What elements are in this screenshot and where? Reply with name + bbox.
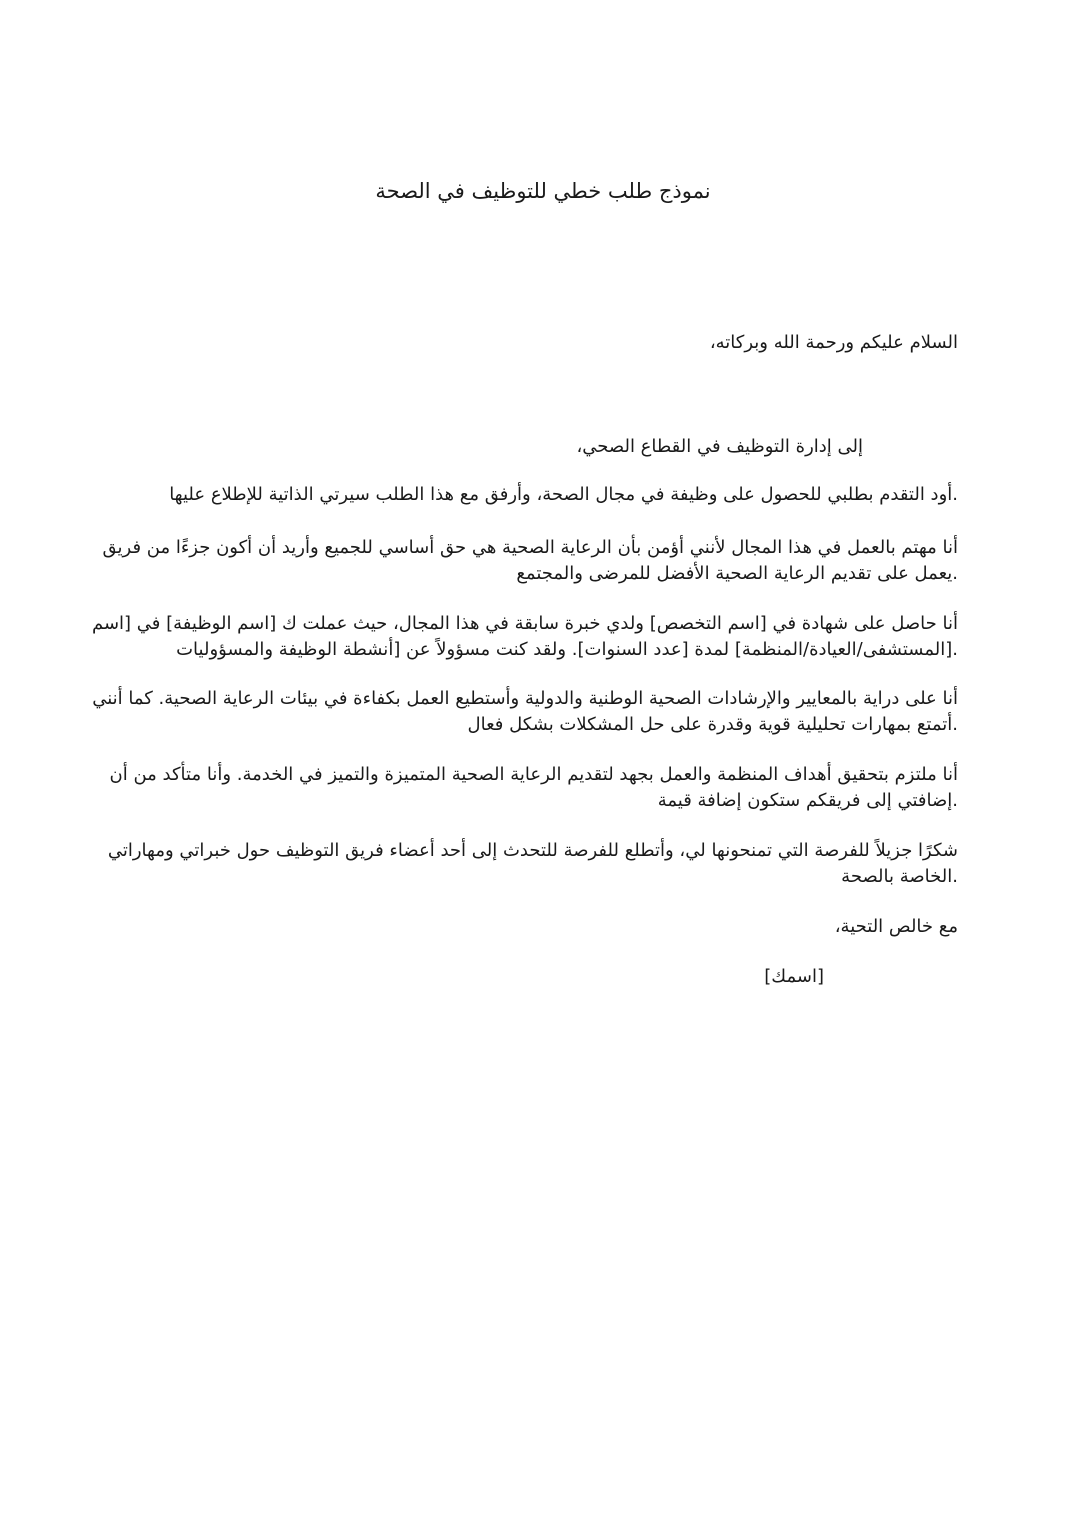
paragraph-motivation [102,535,958,587]
paragraph-line: .يعمل على تقديم الرعاية الصحية الأفضل للمرضى والمجتمع [516,563,958,584]
closing-line: مع خالص التحية، [834,916,958,937]
paragraph-line: أنا مهتم بالعمل في هذا المجال لأنني أؤمن بأن الرعاية الصحية هي حق أساسي للجميع وأريد أن أكون جزءًا من فريق [102,537,958,558]
paragraph-intro [128,482,958,508]
paragraph-line: .الخاصة بالصحة [841,866,958,887]
paragraph-thanks [107,838,958,890]
greeting-line: السلام عليكم ورحمة الله وبركاته، [709,332,958,353]
paragraph-line: شكرًا جزيلاً للفرصة التي تمنحونها لي، وأتطلع للفرصة للتحدث إلى أحد أعضاء فريق التوظيف حول خبراتي ومهاراتي [107,840,958,861]
signature-placeholder: [اسمك] [764,966,824,987]
paragraph-line: أنا ملتزم بتحقيق أهداف المنظمة والعمل بجهد لتقديم الرعاية الصحية المتميزة والتميز في الخدمة. وأنا متأكد من أن [109,764,958,785]
paragraph-experience [91,611,958,663]
paragraph-line: .[المستشفى/العيادة/المنظمة] لمدة [عدد السنوات]. ولقد كنت مسؤولاً عن [أنشطة الوظيفة والمسؤوليات [176,639,958,660]
document-title: نموذج طلب خطي للتوظيف في الصحة [375,179,711,203]
paragraph-skills [92,686,958,738]
paragraph-commitment [109,762,958,814]
paragraph-line: أنا على دراية بالمعايير والإرشادات الصحية الوطنية والدولية وأستطيع العمل بكفاءة في بيئات الرعاية الصحية. كما أنني [92,688,958,709]
paragraph-line: أنا حاصل على شهادة في [اسم التخصص] ولدي خبرة سابقة في هذا المجال، حيث عملت ك [اسم الوظيفة] في [اسم [91,613,958,634]
paragraph-line: .أود التقدم بطلبي للحصول على وظيفة في مجال الصحة، وأرفق مع هذا الطلب سيرتي الذاتية للإطلاع عليها [169,484,958,505]
recipient-line: إلى إدارة التوظيف في القطاع الصحي، [576,436,863,457]
paragraph-line: .إضافتي إلى فريقكم ستكون إضافة قيمة [657,790,958,811]
paragraph-line: .أتمتع بمهارات تحليلية قوية وقدرة على حل المشكلات بشكل فعال [467,714,958,735]
